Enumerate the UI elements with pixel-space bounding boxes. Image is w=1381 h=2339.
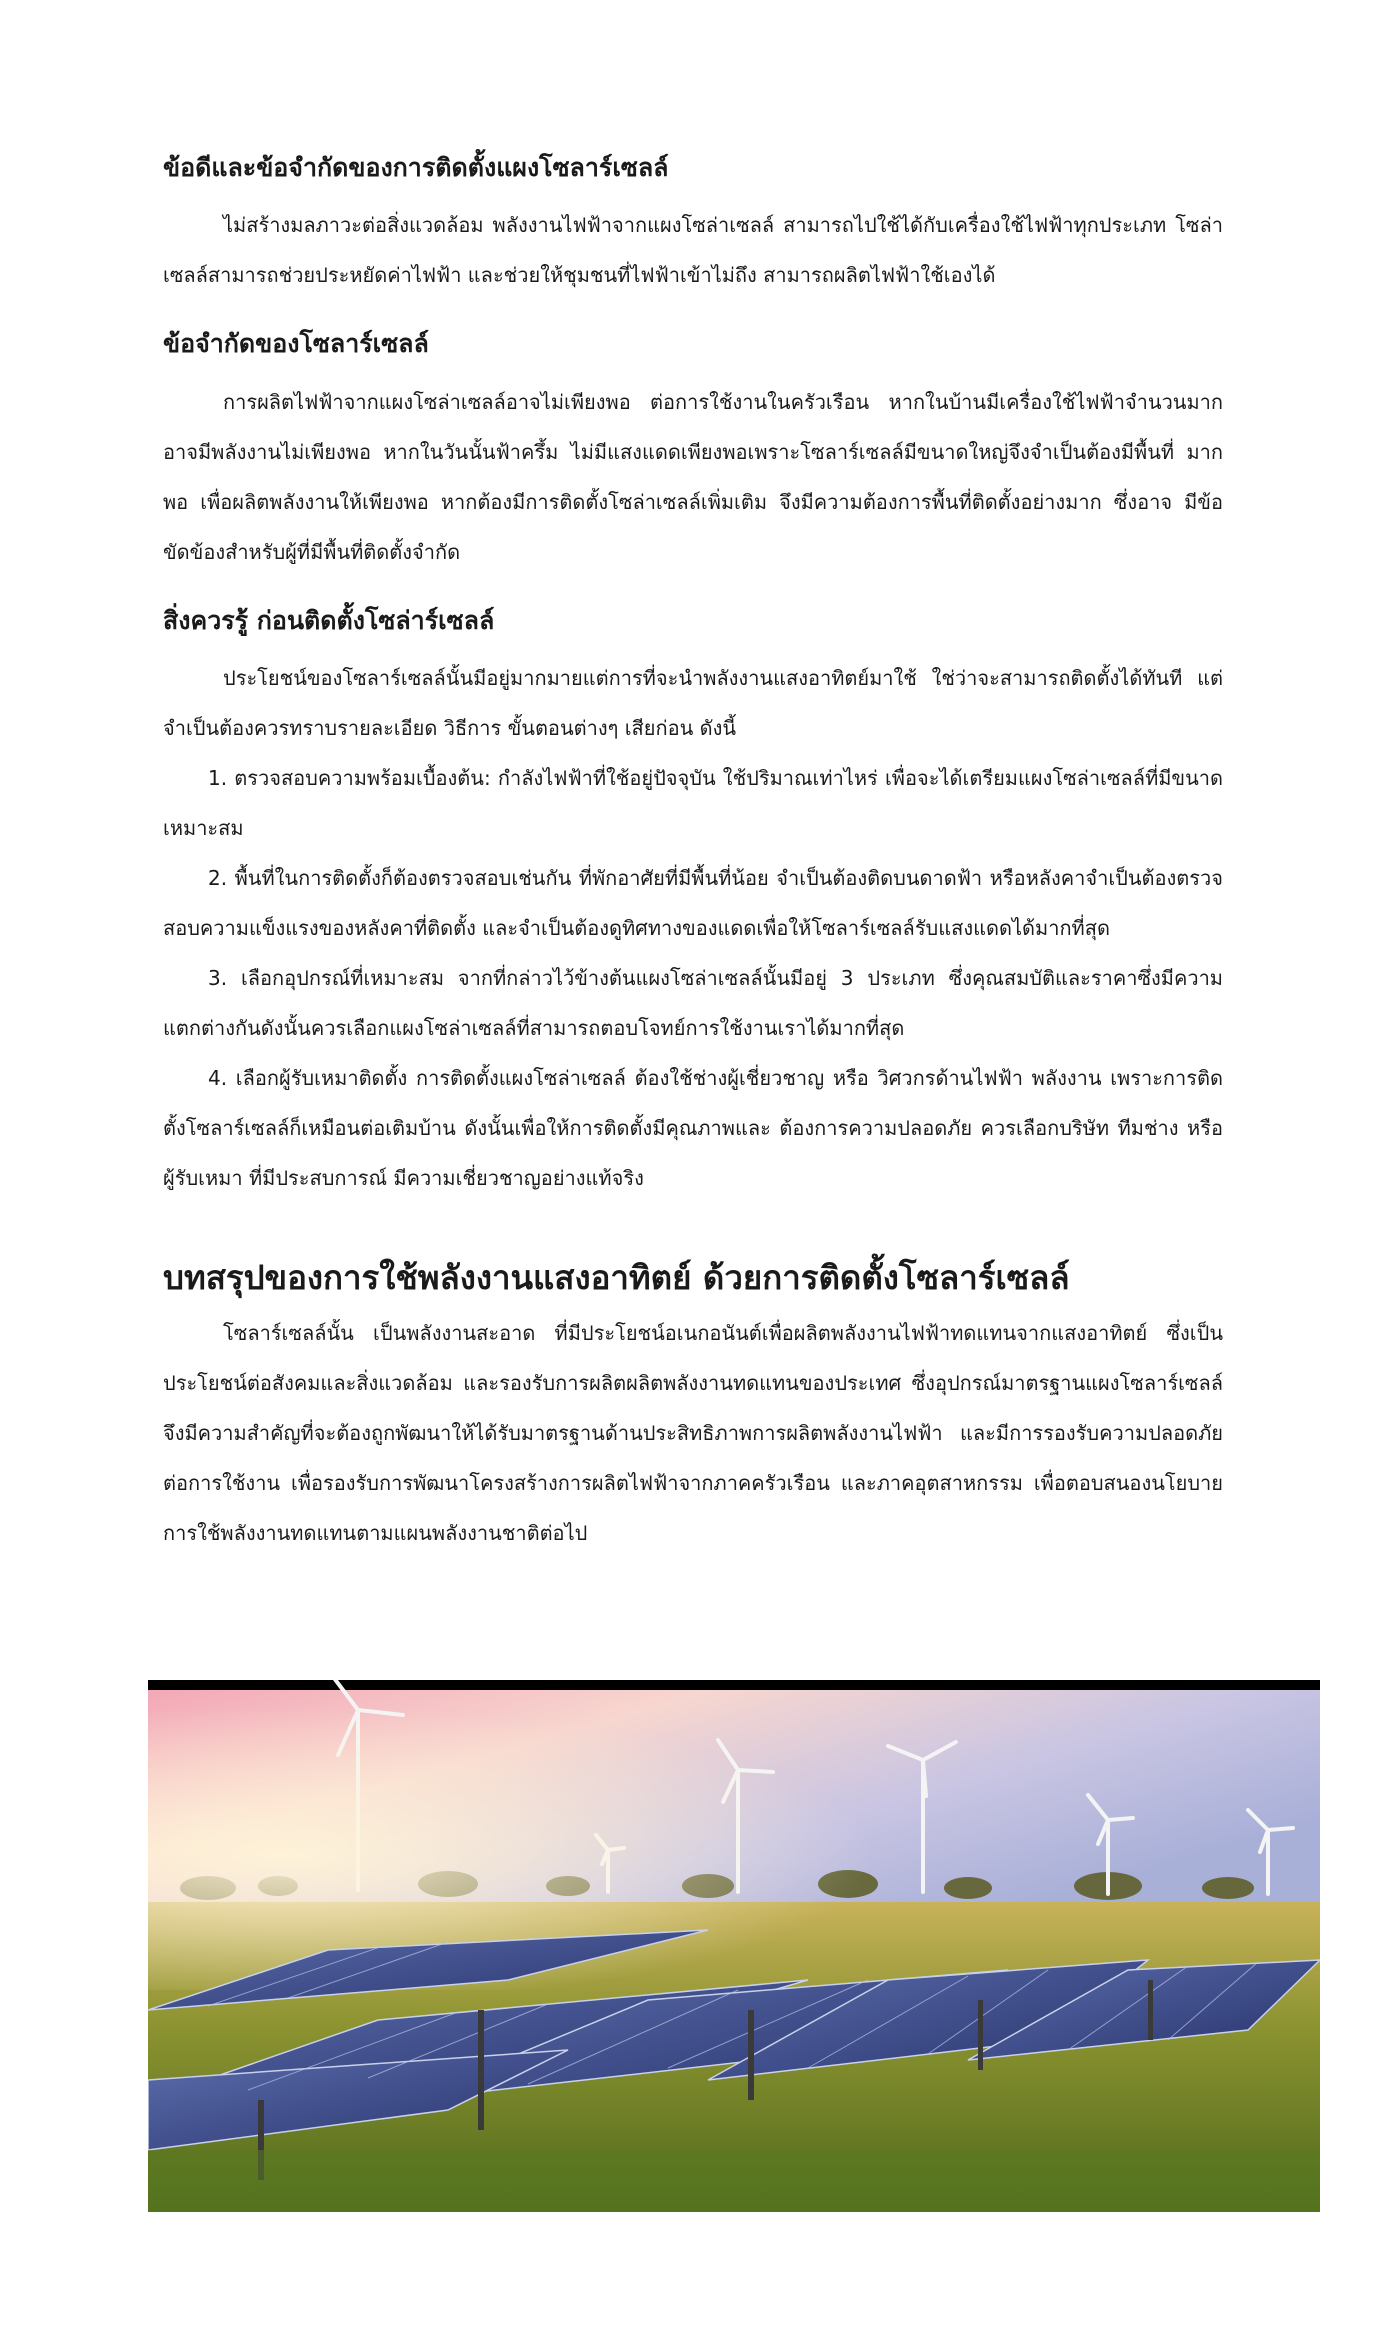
paragraph: การผลิตไฟฟ้าจากแผงโซล่าเซลล์อาจไม่เพียงพอ ต่อการใช้งานในครัวเรือน หากในบ้านมีเครื่องใช้ไฟฟ้าจำนวนมาก อาจมีพลังงานไม่เพียงพอ หากในวันนั้นฟ้าครึ้ม ไม่มีแสงแดดเพียงพอเพราะโซลาร์เซลล์มีขนาดใหญ่จึงจำเป็นต้องมีพื้นที่ มากพอ เพื่อผลิตพลังงานให้เพียงพอ หากต้องมีการติดตั้งโซล่าเซลล์เพิ่มเติม จึงมีความต้องการพื้นที่ติดตั้งอย่างมาก ซึ่งอาจ มีข้อขัดข้องสำหรับผู้ที่มีพื้นที่ติดตั้งจำกัด <box>163 389 1223 564</box>
section-heading: ข้อจำกัดของโซลาร์เซลล์ <box>163 329 429 359</box>
paragraph: ไม่สร้างมลภาวะต่อสิ่งแวดล้อม พลังงานไฟฟ้าจากแผงโซล่าเซลล์ สามารถไปใช้ได้กับเครื่องใช้ไฟฟ้าทุกประเภท โซล่าเซลล์สามารถช่วยประหยัดค่าไฟฟ้า และช่วยให้ชุมชนที่ไฟฟ้าเข้าไม่ถึง สามารถผลิตไฟฟ้าใช้เองได้ <box>163 213 1223 288</box>
section-conclusion <box>163 1253 1223 1559</box>
section-heading: สิ่งควรรู้ ก่อนติดตั้งโซล่าร์เซลล์ <box>163 605 495 635</box>
document-body <box>163 150 1223 1584</box>
paragraph: ประโยชน์ของโซลาร์เซลล์นั้นมีอยู่มากมายแต่การที่จะนำพลังงานแสงอาทิตย์มาใช้ ใช่ว่าจะสามารถติดตั้งได้ทันที แต่จำเป็นต้องควรทราบรายละเอียด วิธีการ ขั้นตอนต่างๆ เสียก่อน ดังนี้ <box>163 665 1223 740</box>
list-item: 2. พื้นที่ในการติดตั้งก็ต้องตรวจสอบเช่นกัน ที่พักอาศัยที่มีพื้นที่น้อย จำเป็นต้องติดบนดาดฟ้า หรือหลังคาจำเป็นต้องตรวจสอบความแข็งแรงของหลังคาที่ติดตั้ง และจำเป็นต้องดูทิศทางของแดดเพื่อให้โซลาร์เซลล์รับแสงแดดได้มากที่สุด <box>163 865 1223 940</box>
list-item: 4. เลือกผู้รับเหมาติดตั้ง การติดตั้งแผงโซล่าเซลล์ ต้องใช้ช่างผู้เชี่ยวชาญ หรือ วิศวกรด้านไฟฟ้า พลังงาน เพราะการติดตั้งโซลาร์เซลล์ก็เหมือนต่อเติมบ้าน ดังนั้นเพื่อให้การติดตั้งมีคุณภาพและ ต้องการความปลอดภัย ควรเลือกบริษัท ทีมช่าง หรือผู้รับเหมา ที่มีประสบการณ์ มีความเชี่ยวชาญอย่างแท้จริง <box>163 1065 1223 1190</box>
solar-farm-photo <box>148 1680 1320 2212</box>
section-heading: ข้อดีและข้อจำกัดของการติดตั้งแผงโซลาร์เซลล์ <box>163 153 669 182</box>
solar-farm-illustration <box>148 1680 1320 2212</box>
section-limitations <box>163 326 1223 576</box>
section-advantages <box>163 150 1223 300</box>
list-item: 3. เลือกอุปกรณ์ที่เหมาะสม จากที่กล่าวไว้ข้างต้นแผงโซล่าเซลล์นั้นมีอยู่ 3 ประเภท ซึ่งคุณสมบัติและราคาซึ่งมีความแตกต่างกันดังนั้นควรเลือกแผงโซล่าเซลล์ที่สามารถตอบโจทย์การใช้งานเราได้มากที่สุด <box>163 965 1223 1040</box>
conclusion-heading: บทสรุปของการใช้พลังงานแสงอาทิตย์ ด้วยการติดตั้งโซลาร์เซลล์ <box>163 1257 1070 1297</box>
list-item: 1. ตรวจสอบความพร้อมเบื้องต้น: กำลังไฟฟ้าที่ใช้อยู่ปัจจุบัน ใช้ปริมาณเท่าไหร่ เพื่อจะได้เตรียมแผงโซล่าเซลล์ที่มีขนาดเหมาะสม <box>163 765 1223 840</box>
conclusion-paragraph: โซลาร์เซลล์นั้น เป็นพลังงานสะอาด ที่มีประโยชน์อเนกอนันต์เพื่อผลิตพลังงานไฟฟ้าทดแทนจากแสงอาทิตย์ ซึ่งเป็นประโยชน์ต่อสังคมและสิ่งแวดล้อม และรองรับการผลิตผลิตพลังงานทดแทนของประเทศ ซึ่งอุปกรณ์มาตรฐานแผงโซลาร์เซลล์จึงมีความสำคัญที่จะต้องถูกพัฒนาให้ได้รับมาตรฐานด้านประสิทธิภาพการผลิตพลังงานไฟฟ้า และมีการรองรับความปลอดภัยต่อการใช้งาน เพื่อรองรับการพัฒนาโครงสร้างการผลิตไฟฟ้าจากภาคครัวเรือน และภาคอุตสาหกรรม เพื่อตอบสนองนโยบายการใช้พลังงานทดแทนตามแผนพลังงานชาติต่อไป <box>163 1321 1223 1546</box>
section-things-to-know <box>163 603 1223 1203</box>
